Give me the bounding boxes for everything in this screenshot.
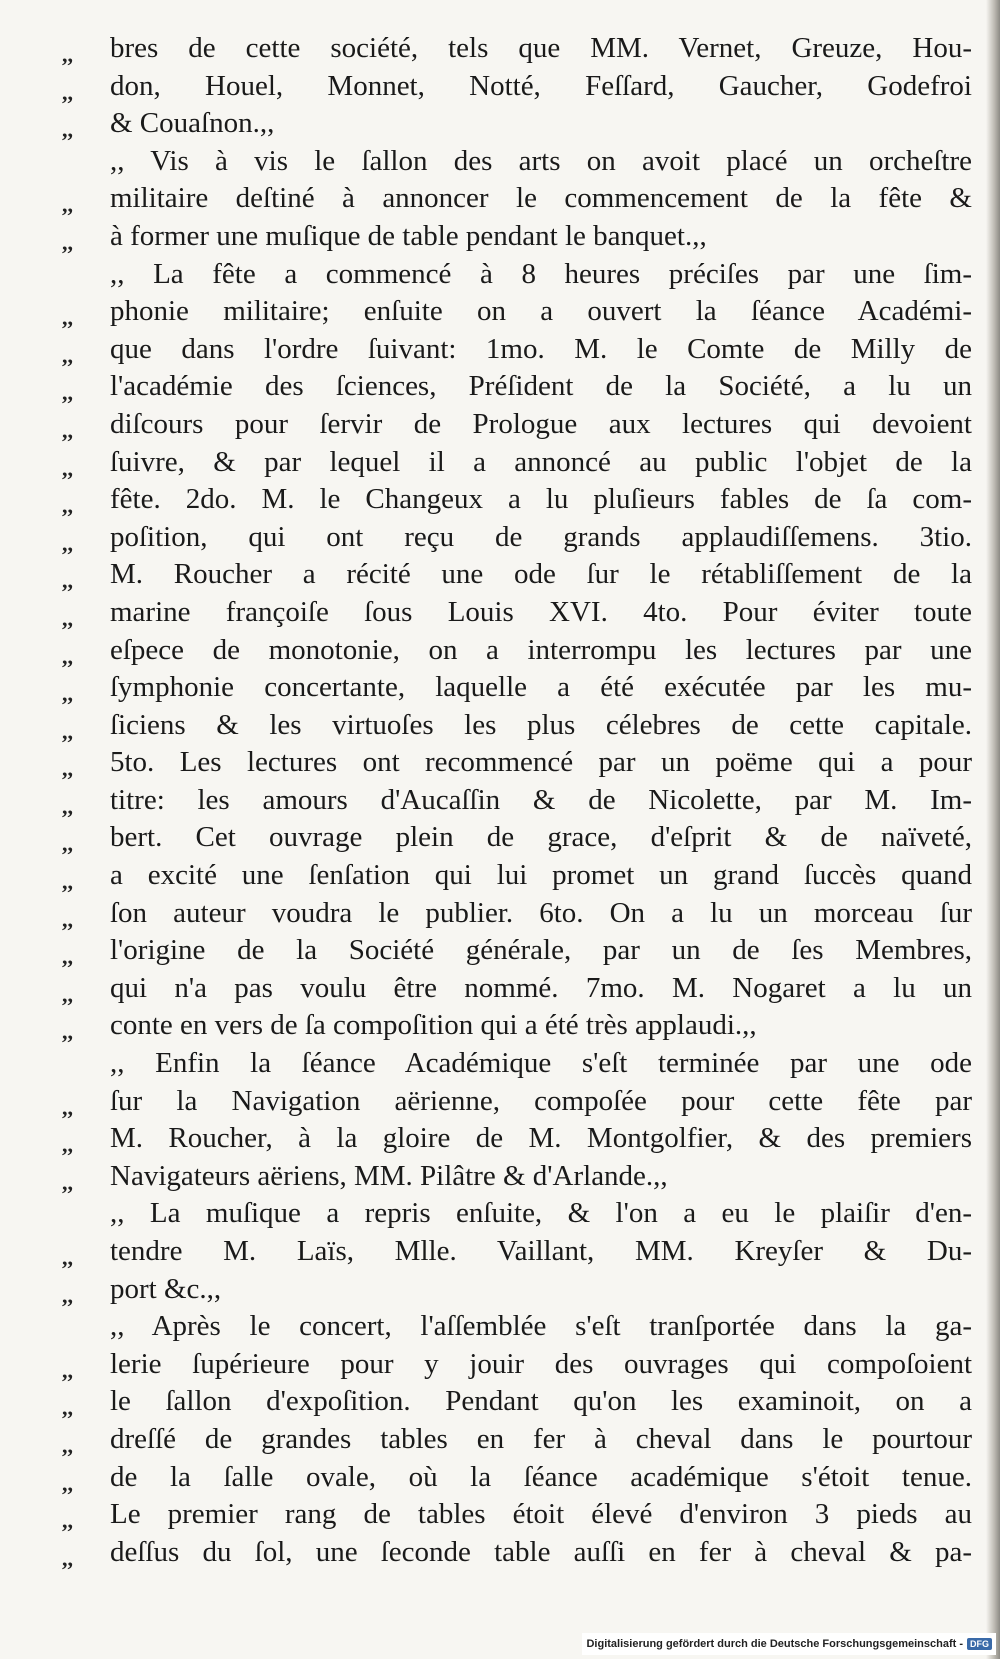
quote-marks: ,, <box>62 1357 73 1383</box>
dfg-logo-icon: DFG <box>967 1638 992 1650</box>
page-edge <box>986 0 1000 1659</box>
text-line <box>62 180 972 218</box>
line-text: M. Roucher, à la gloire de M. Montgolfier, & des premiers <box>110 1122 972 1155</box>
line-text: bres de cette société, tels que MM. Vernet, Greuze, Hou- <box>110 32 972 64</box>
quote-marks: ,, <box>62 1169 73 1195</box>
credit-text: Digitalisierung gefördert durch die Deutsche Forschungsgemeinschaft - <box>586 1638 963 1650</box>
text-line <box>62 1496 972 1534</box>
line-text: qui n'a pas voulu être nommé. 7mo. M. Nogaret a lu un <box>110 971 972 1004</box>
text-line <box>62 105 972 143</box>
text-line <box>62 556 972 594</box>
digitization-credit <box>582 1633 996 1655</box>
text-line <box>62 1459 972 1497</box>
quote-marks: ,, <box>62 1432 73 1458</box>
quote-marks: ,, <box>62 1245 73 1270</box>
quote-marks: ,, <box>62 869 73 895</box>
quote-marks: ,, <box>62 342 73 368</box>
text-line <box>62 1195 972 1233</box>
line-text: 5to. Les lectures ont recommencé par un poëme qui a pour <box>110 746 972 779</box>
text-line <box>62 1346 972 1384</box>
text-line <box>62 218 972 256</box>
line-text: port &c.,, <box>110 1272 222 1305</box>
text-line <box>62 632 972 670</box>
text-line <box>62 1045 972 1083</box>
page-text <box>62 30 972 1571</box>
quote-marks: ,, <box>62 380 73 406</box>
quote-marks: ,, <box>62 605 73 631</box>
text-line <box>62 1120 972 1158</box>
text-line <box>62 594 972 632</box>
quote-marks: ,, <box>62 944 73 970</box>
quote-marks: ,, <box>62 831 73 857</box>
line-text: ,, La muſique a repris enſuite, & l'on a eu le plaiſir d'en- <box>110 1197 972 1230</box>
line-text: à former une muſique de table pendant le banquet.,, <box>110 219 707 252</box>
text-line <box>62 368 972 406</box>
text-line <box>62 406 972 444</box>
line-text: dreſſé de grandes tables en fer à cheval dans le pourtour <box>110 1422 972 1455</box>
quote-marks: ,, <box>62 42 73 67</box>
text-line <box>62 744 972 782</box>
line-text: don, Houel, Monnet, Notté, Feſſard, Gaucher, Godefroi <box>110 69 972 102</box>
text-line <box>62 293 972 331</box>
text-line <box>62 1383 972 1421</box>
line-text: diſcours pour ſervir de Prologue aux lectures qui devoient <box>110 407 972 440</box>
quote-marks: ,, <box>62 305 73 331</box>
text-line <box>62 895 972 933</box>
line-text: deſſus du ſol, une ſeconde table auſſi en fer à cheval & pa- <box>110 1535 972 1568</box>
line-text: le ſallon d'expoſition. Pendant qu'on les examinoit, on a <box>110 1385 972 1418</box>
line-text: ſiciens & les virtuoſes les plus célebres de cette capitale. <box>110 708 972 741</box>
line-text: a excité une ſenſation qui lui promet un grand ſuccès quand <box>110 859 972 892</box>
text-line <box>62 1421 972 1459</box>
quote-marks: ,, <box>62 493 73 519</box>
line-text: ,, La fête a commencé à 8 heures préciſes par une ſim- <box>110 257 972 290</box>
line-text: Le premier rang de tables étoit élevé d'environ 3 pieds au <box>110 1498 972 1531</box>
text-line <box>62 669 972 707</box>
quote-marks: ,, <box>62 756 73 782</box>
text-line <box>62 970 972 1008</box>
line-text: ,, Enfin la ſéance Académique s'eſt terminée par une ode <box>110 1047 972 1080</box>
quote-marks: ,, <box>62 568 73 594</box>
line-text: poſition, qui ont reçu de grands applaudiſſemens. 3tio. <box>110 520 972 553</box>
quote-marks: ,, <box>62 718 73 744</box>
line-text: ſuivre, & par lequel il a annoncé au public l'objet de la <box>110 445 972 478</box>
line-text: titre: les amours d'Aucaſſin & de Nicolette, par M. Im- <box>110 783 972 816</box>
line-text: militaire deſtiné à annoncer le commencement de la fête & <box>110 182 972 215</box>
text-line <box>62 481 972 519</box>
text-line <box>62 1158 972 1196</box>
text-line <box>62 444 972 482</box>
quote-marks: ,, <box>62 643 73 669</box>
line-text: de la ſalle ovale, où la ſéance académique s'étoit tenue. <box>110 1460 972 1493</box>
line-text: ſymphonie concertante, laquelle a été exécutée par les mu- <box>110 671 972 704</box>
quote-marks: ,, <box>62 1508 73 1534</box>
quote-marks: ,, <box>62 417 73 443</box>
text-line <box>62 1271 972 1309</box>
quote-marks: ,, <box>62 1019 73 1045</box>
line-text: eſpece de monotonie, on a interrompu les lectures par une <box>110 633 972 666</box>
quote-marks: ,, <box>62 530 73 556</box>
line-text: fête. 2do. M. le Changeux a lu pluſieurs fables de ſa com- <box>110 483 972 516</box>
line-text: ,, Vis à vis le ſallon des arts on avoit placé un orcheſtre <box>110 144 972 177</box>
line-text: M. Roucher a récité une ode ſur le rétabliſſement de la <box>110 558 972 591</box>
line-text: tendre M. Laïs, Mlle. Vaillant, MM. Kreyſer & Du- <box>110 1235 972 1267</box>
text-line <box>62 1007 972 1045</box>
text-line <box>62 782 972 820</box>
quote-marks: ,, <box>62 455 73 481</box>
line-text: marine françoiſe ſous Louis XVI. 4to. Pour éviter toute <box>110 595 972 628</box>
line-text: l'origine de la Société générale, par un de ſes Membres, <box>110 934 972 967</box>
quote-marks: ,, <box>62 229 73 255</box>
text-line <box>62 1534 972 1572</box>
text-line <box>62 519 972 557</box>
line-text: conte en vers de ſa compoſition qui a été très applaudi.,, <box>110 1009 757 1042</box>
text-line <box>62 707 972 745</box>
line-text: ,, Après le concert, l'aſſemblée s'eſt tranſportée dans la ga- <box>110 1310 972 1343</box>
line-text: phonie militaire; enſuite on a ouvert la ſéance Académi- <box>110 295 972 328</box>
quote-marks: ,, <box>62 1094 73 1120</box>
text-line <box>62 143 972 181</box>
text-line <box>62 819 972 857</box>
text-line <box>62 256 972 294</box>
quote-marks: ,, <box>62 1282 73 1308</box>
quote-marks: ,, <box>62 793 73 819</box>
quote-marks: ,, <box>62 79 73 105</box>
line-text: bert. Cet ouvrage plein de grace, d'eſprit & de naïveté, <box>110 821 972 854</box>
text-line <box>62 68 972 106</box>
quote-marks: ,, <box>62 981 73 1007</box>
line-text: Navigateurs aëriens, MM. Pilâtre & d'Arlande.,, <box>110 1159 668 1192</box>
quote-marks: ,, <box>62 1395 73 1421</box>
text-line <box>62 1308 972 1346</box>
text-line <box>62 857 972 895</box>
quote-marks: ,, <box>62 681 73 707</box>
line-text: ſur la Navigation aërienne, compoſée pour cette fête par <box>110 1084 972 1117</box>
quote-marks: ,, <box>62 906 73 932</box>
line-text: l'académie des ſciences, Préſident de la Société, a lu un <box>110 370 972 403</box>
quote-marks: ,, <box>62 117 73 143</box>
quote-marks: ,, <box>62 1545 73 1571</box>
line-text: ſon auteur voudra le publier. 6to. On a lu un morceau ſur <box>110 896 972 929</box>
quote-marks: ,, <box>62 1132 73 1158</box>
text-line <box>62 30 972 68</box>
text-line <box>62 1083 972 1121</box>
line-text: & Couaſnon.,, <box>110 107 275 140</box>
text-line <box>62 1233 972 1271</box>
text-line <box>62 932 972 970</box>
line-text: que dans l'ordre ſuivant: 1mo. M. le Comte de Milly de <box>110 332 972 365</box>
quote-marks: ,, <box>62 192 73 218</box>
line-text: lerie ſupérieure pour y jouir des ouvrages qui compoſoient <box>110 1347 972 1380</box>
text-line <box>62 331 972 369</box>
quote-marks: ,, <box>62 1470 73 1496</box>
